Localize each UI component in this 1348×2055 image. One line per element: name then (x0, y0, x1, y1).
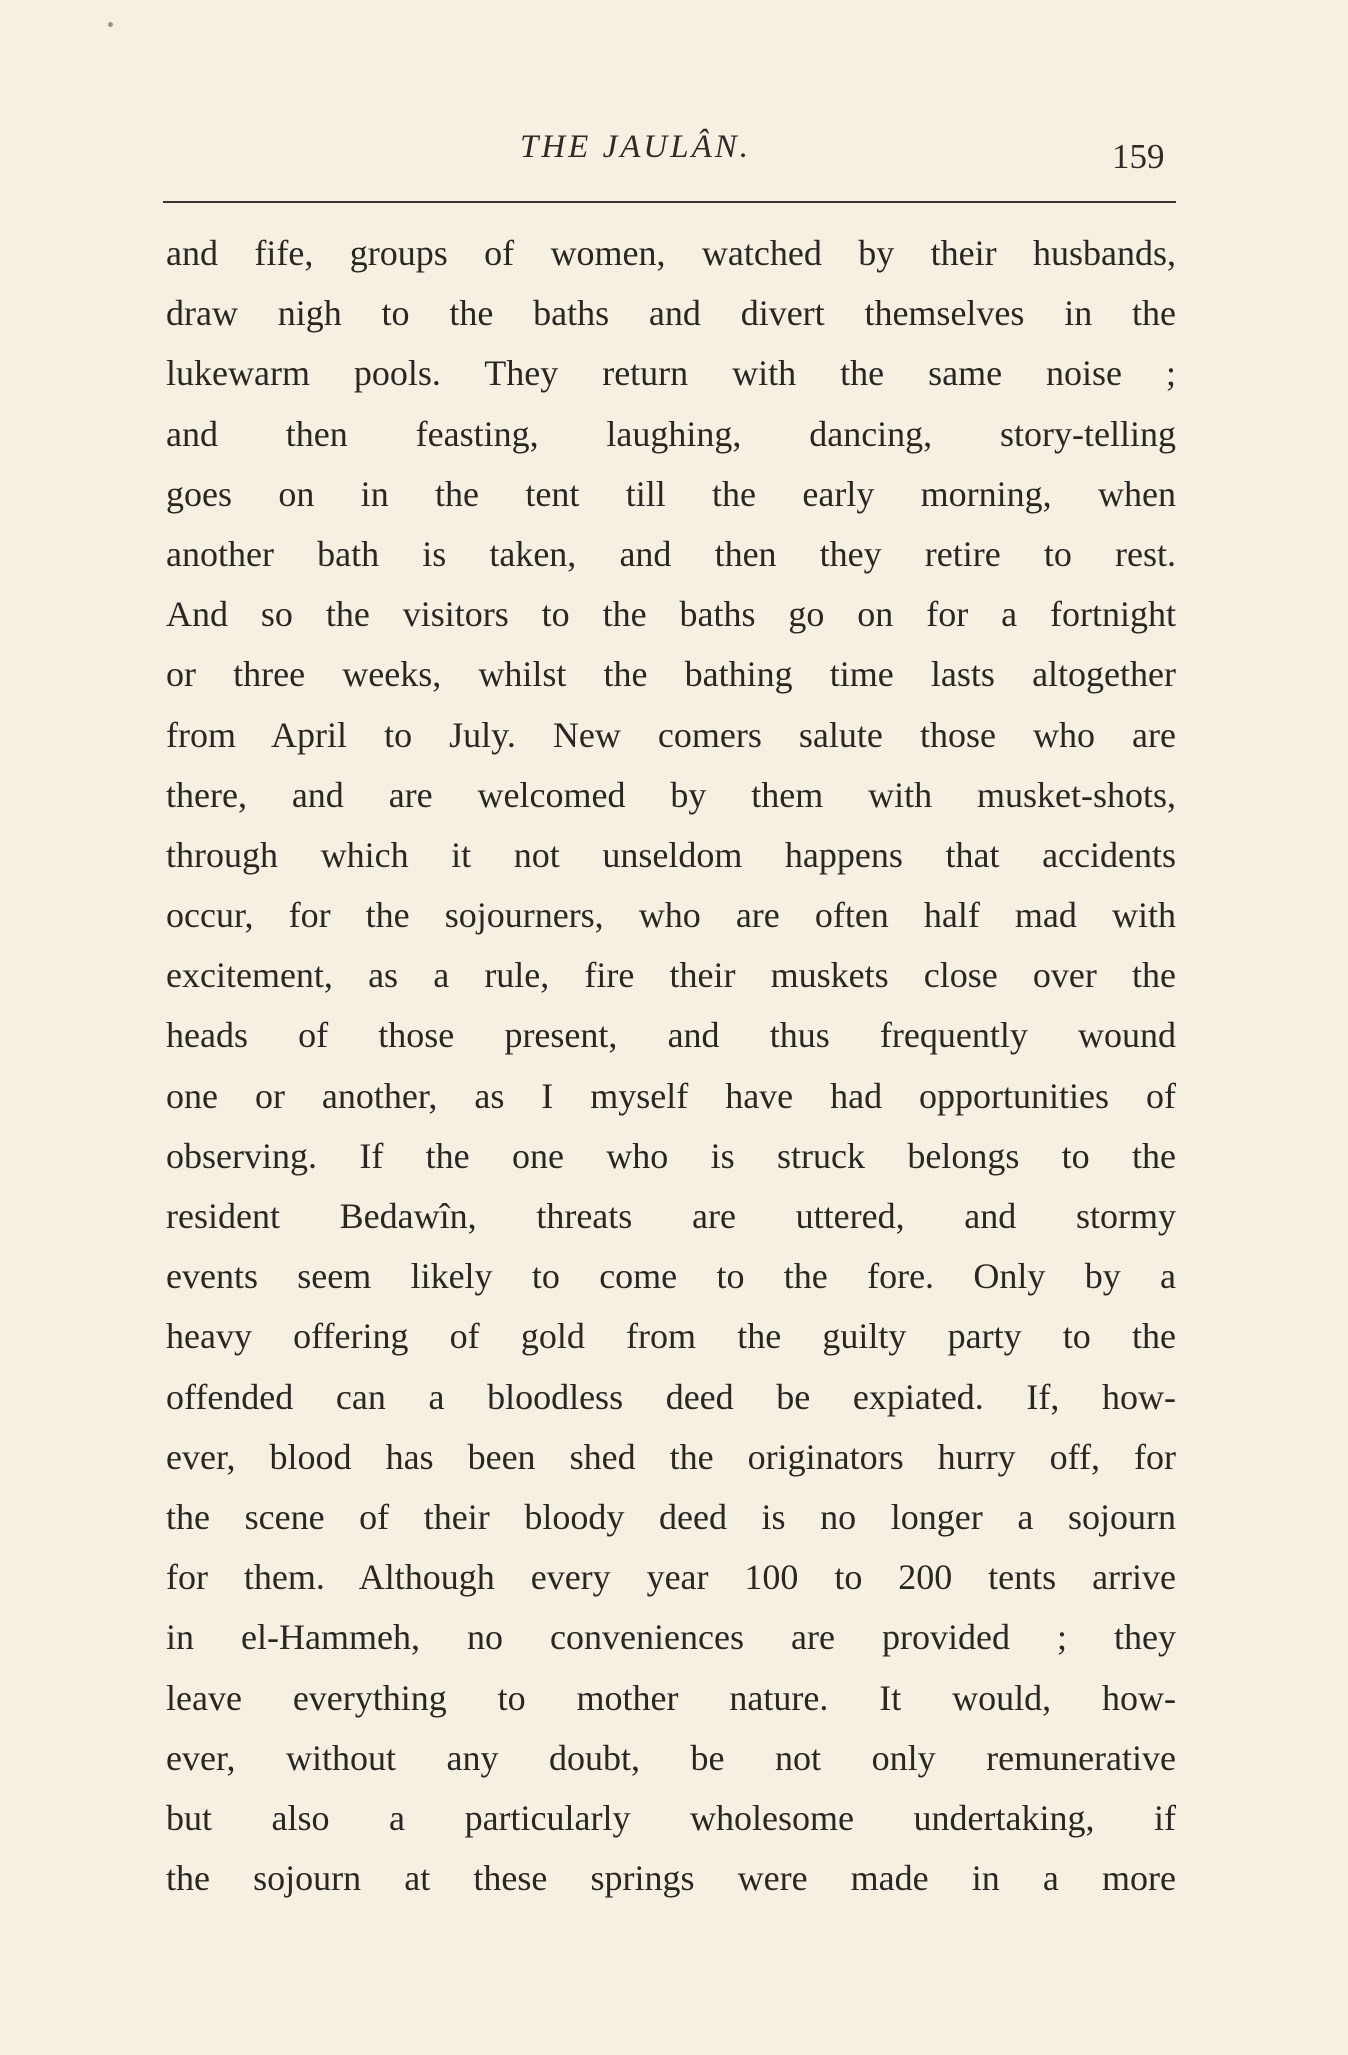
text-line: heads of those present, and thus frequently wound (166, 1015, 1176, 1056)
text-line: offended can a bloodless deed be expiated. If, how- (166, 1376, 1176, 1417)
text-line: heavy offering of gold from the guilty party to the (166, 1316, 1176, 1357)
text-line: and fife, groups of women, watched by their husbands, (166, 233, 1176, 273)
text-line: in el-Hammeh, no conveniences are provided ; they (166, 1617, 1176, 1658)
text-line: excitement, as a rule, fire their muskets close over the (166, 955, 1176, 996)
text-line: ever, blood has been shed the originators hurry off, for (166, 1436, 1176, 1477)
text-line: occur, for the sojourners, who are often half mad with (166, 895, 1176, 936)
page-number: 159 (1112, 137, 1165, 176)
text-line: resident Bedawîn, threats are uttered, and stormy (166, 1196, 1176, 1236)
header-rule (163, 201, 1176, 203)
body-text (166, 223, 1176, 1908)
text-line: for them. Although every year 100 to 200 tents arrive (166, 1557, 1176, 1598)
text-line: or three weeks, whilst the bathing time lasts altogether (166, 654, 1176, 695)
text-line: another bath is taken, and then they retire to rest. (166, 533, 1176, 574)
text-line: goes on in the tent till the early morning, when (166, 473, 1176, 514)
text-line: ever, without any doubt, be not only remunerative (166, 1737, 1176, 1778)
text-line: draw nigh to the baths and divert themselves in the (166, 293, 1176, 334)
text-line: there, and are welcomed by them with musket-shots, (166, 774, 1176, 815)
text-line: the scene of their bloody deed is no longer a sojourn (166, 1496, 1176, 1537)
text-line: events seem likely to come to the fore. Only by a (166, 1256, 1176, 1297)
text-line: through which it not unseldom happens that accidents (166, 834, 1176, 875)
running-head: THE JAULÂN. (520, 129, 751, 165)
text-line: but also a particularly wholesome undertaking, if (166, 1797, 1176, 1838)
text-line: observing. If the one who is struck belongs to the (166, 1135, 1176, 1176)
ink-speck (108, 22, 113, 27)
text-line: leave everything to mother nature. It would, how- (166, 1677, 1176, 1718)
text-line: And so the visitors to the baths go on for a fortnight (166, 594, 1176, 635)
text-line: and then feasting, laughing, dancing, story-telling (166, 413, 1176, 454)
text-line: lukewarm pools. They return with the same noise ; (166, 353, 1176, 394)
text-line: from April to July. New comers salute those who are (166, 714, 1176, 755)
text-line: one or another, as I myself have had opportunities of (166, 1075, 1176, 1116)
text-line: the sojourn at these springs were made in a more (166, 1858, 1176, 1899)
